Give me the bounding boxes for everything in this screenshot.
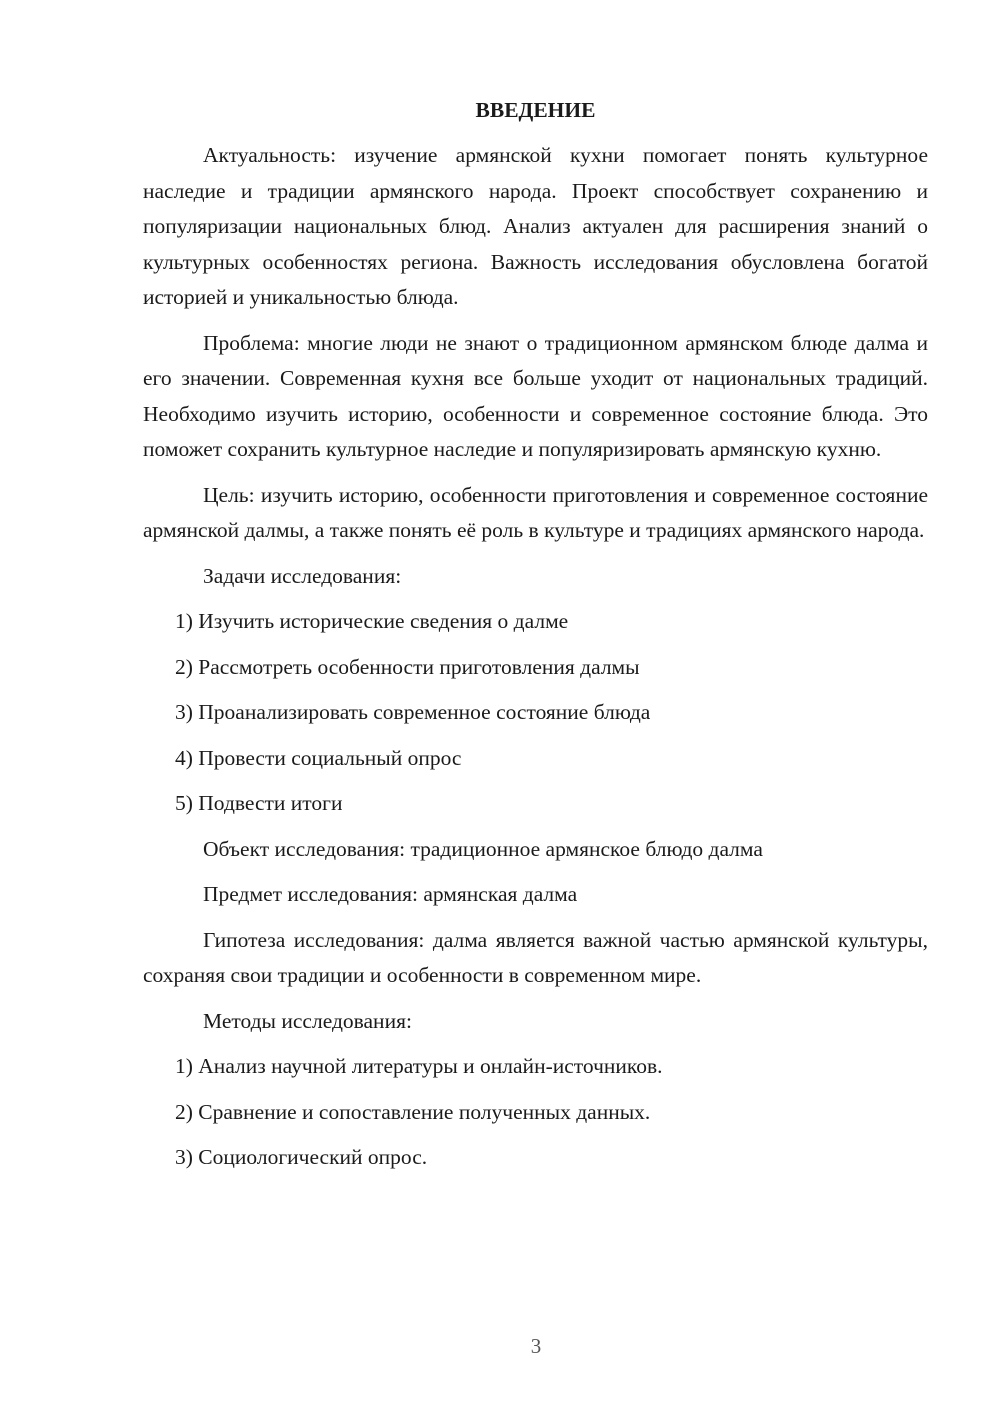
relevance-paragraph: Актуальность: изучение армянской кухни помогает понять культурное наследие и традиции армянского народа. Проект способствует сохранению и популяризации национальных блюд. Анализ актуален для расширения знаний о культурных особенностях региона. Важность исследования обусловлена богатой историей и уникальностью блюда. bbox=[143, 143, 928, 309]
list-item: 2) Рассмотреть особенности приготовления далмы bbox=[175, 654, 640, 679]
methods-heading: Методы исследования: bbox=[203, 1008, 412, 1033]
goal-paragraph: Цель: изучить историю, особенности приготовления и современное состояние армянской далмы, а также понять её роль в культуре и традициях армянского народа. bbox=[143, 482, 928, 542]
list-item: 2) Сравнение и сопоставление полученных данных. bbox=[175, 1099, 651, 1124]
section-title: ВВЕДЕНИЕ bbox=[475, 98, 596, 122]
list-item: 5) Подвести итоги bbox=[175, 791, 343, 815]
hypothesis-paragraph: Гипотеза исследования: далма является важной частью армянской культуры, сохраняя свои традиции и особенности в современном мире. bbox=[143, 927, 928, 987]
list-item: 4) Провести социальный опрос bbox=[175, 745, 462, 770]
subject-line: Предмет исследования: армянская далма bbox=[203, 882, 578, 906]
problem-paragraph: Проблема: многие люди не знают о традиционном армянском блюде далма и его значении. Современная кухня все больше уходит от национальных традиций. Необходимо изучить историю, особенности и современное состояние блюда. Это поможет сохранить культурное наследие и популяризировать армянскую кухню. bbox=[143, 330, 928, 461]
object-line: Объект исследования: традиционное армянское блюдо далма bbox=[203, 836, 763, 861]
list-item: 3) Социологический опрос. bbox=[175, 1145, 428, 1169]
tasks-heading: Задачи исследования: bbox=[203, 563, 402, 588]
list-item: 3) Проанализировать современное состояние блюда bbox=[175, 700, 651, 724]
list-item: 1) Анализ научной литературы и онлайн-источников. bbox=[175, 1054, 663, 1078]
list-item: 1) Изучить исторические сведения о далме bbox=[175, 609, 569, 633]
tasks-list bbox=[143, 604, 928, 822]
page-number: 3 bbox=[530, 1334, 542, 1358]
methods-list bbox=[143, 1049, 928, 1176]
document-page bbox=[143, 96, 928, 1186]
